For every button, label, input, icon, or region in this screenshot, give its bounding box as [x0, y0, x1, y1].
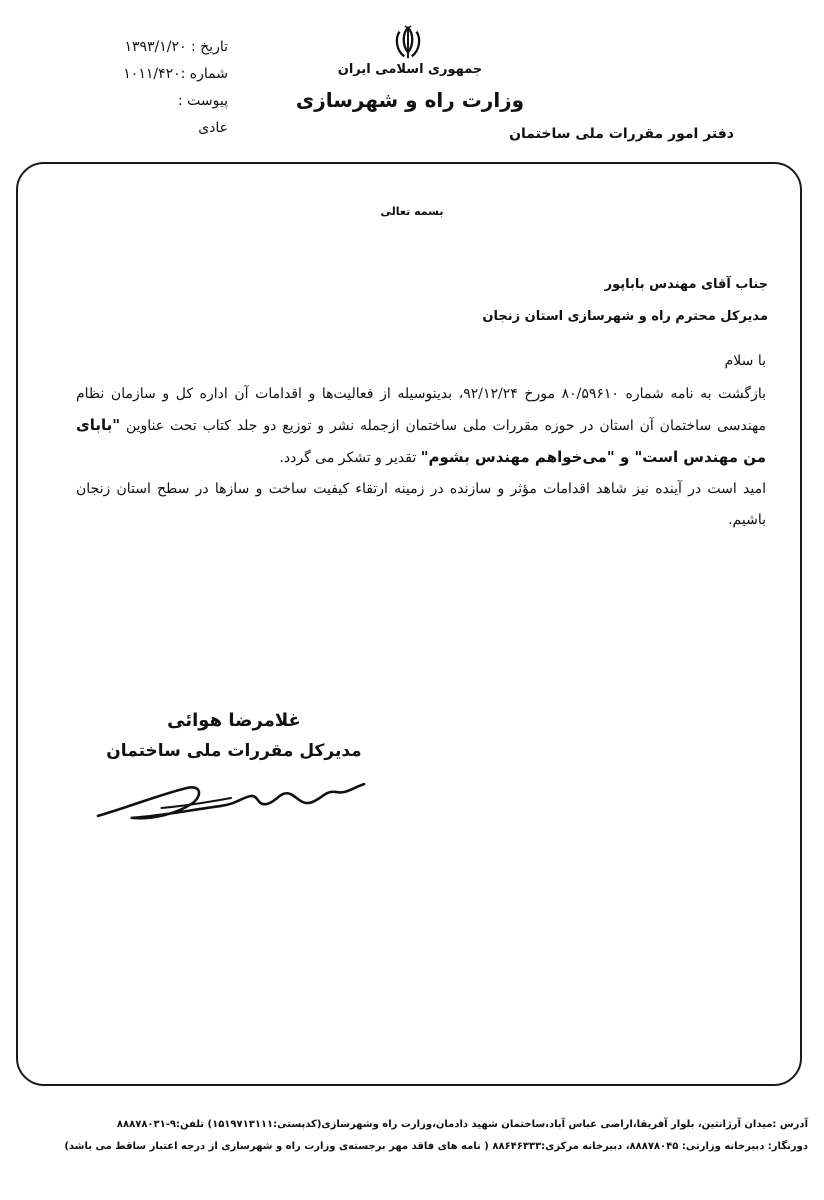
- signatory-block: [104, 706, 364, 766]
- letter-meta: [68, 34, 228, 142]
- greeting: با سلام: [724, 353, 766, 369]
- footer-fax: دورنگار: دبیرخانه وزارتی: ۸۸۸۷۸۰۴۵، دبیرخانه مرکزی:۸۸۶۴۶۳۳۳ ( نامه های فاقد مهر برجسته‌ی وزارت راه و شهرسازی از درجه اعتبار ساقط می باشد): [64, 1141, 808, 1152]
- letter-body: [76, 346, 766, 536]
- signatory-name: غلامرضا هوائی: [167, 710, 301, 731]
- paragraph-1-part-1: بازگشت به نامه شماره ۸۰/۵۹۶۱۰ مورخ ۹۲/۱۲/۲۴، بدینوسیله از فعالیت‌ها و اقدامات آن اداره کل و سازمان نظام مهندسی ساختمان آن استان در حوزه مقررات ملی ساختمان ازجمله نشر و توزیع دو جلد کتاب تحت عناوین: [76, 386, 766, 434]
- footer: [8, 1114, 808, 1158]
- addressee: [482, 269, 768, 333]
- iran-emblem-icon: [389, 24, 427, 62]
- addressee-name: جناب آقای مهندس باباپور: [604, 277, 768, 292]
- office-title: دفتر امور مقررات ملی ساختمان: [509, 126, 734, 142]
- paragraph-1-part-2: تقدیر و تشکر می گردد.: [279, 450, 421, 466]
- footer-address: آدرس :میدان آرژانتین، بلوار آفریقا،اراضی عباس آباد،ساختمان شهید دادمان،وزارت راه وشهرسازی(کدپستی:۱۵۱۹۷۱۳۱۱۱) تلفن:۹-۸۸۸۷۸۰۳۱: [116, 1119, 808, 1130]
- book-titles: "بابای من مهندس است" و "می‌خواهم مهندس بشوم": [76, 416, 766, 466]
- letter-classification: عادی: [198, 120, 228, 136]
- letter-date: تاریخ : ۱۳۹۳/۱/۲۰: [124, 39, 228, 55]
- basmala: بسمه تعالی: [380, 205, 444, 218]
- handwritten-signature: [92, 776, 370, 826]
- paragraph-1: [76, 379, 766, 474]
- addressee-title: مدیرکل محترم راه و شهرسازی استان زنجان: [482, 309, 768, 324]
- letter-number: شماره :۱۰۱۱/۴۲۰: [123, 66, 228, 82]
- republic-title: جمهوری اسلامی ایران: [337, 62, 483, 77]
- paragraph-2: امید است در آینده نیز شاهد اقدامات مؤثر و سازنده در زمینه ارتقاء کیفیت ساخت و سازها در سطح استان زنجان باشیم.: [76, 481, 766, 528]
- ministry-title: وزارت راه و شهرسازی: [295, 88, 525, 112]
- signatory-title: مدیرکل مقررات ملی ساختمان: [106, 741, 362, 761]
- letter-attachment: پیوست :: [178, 93, 228, 109]
